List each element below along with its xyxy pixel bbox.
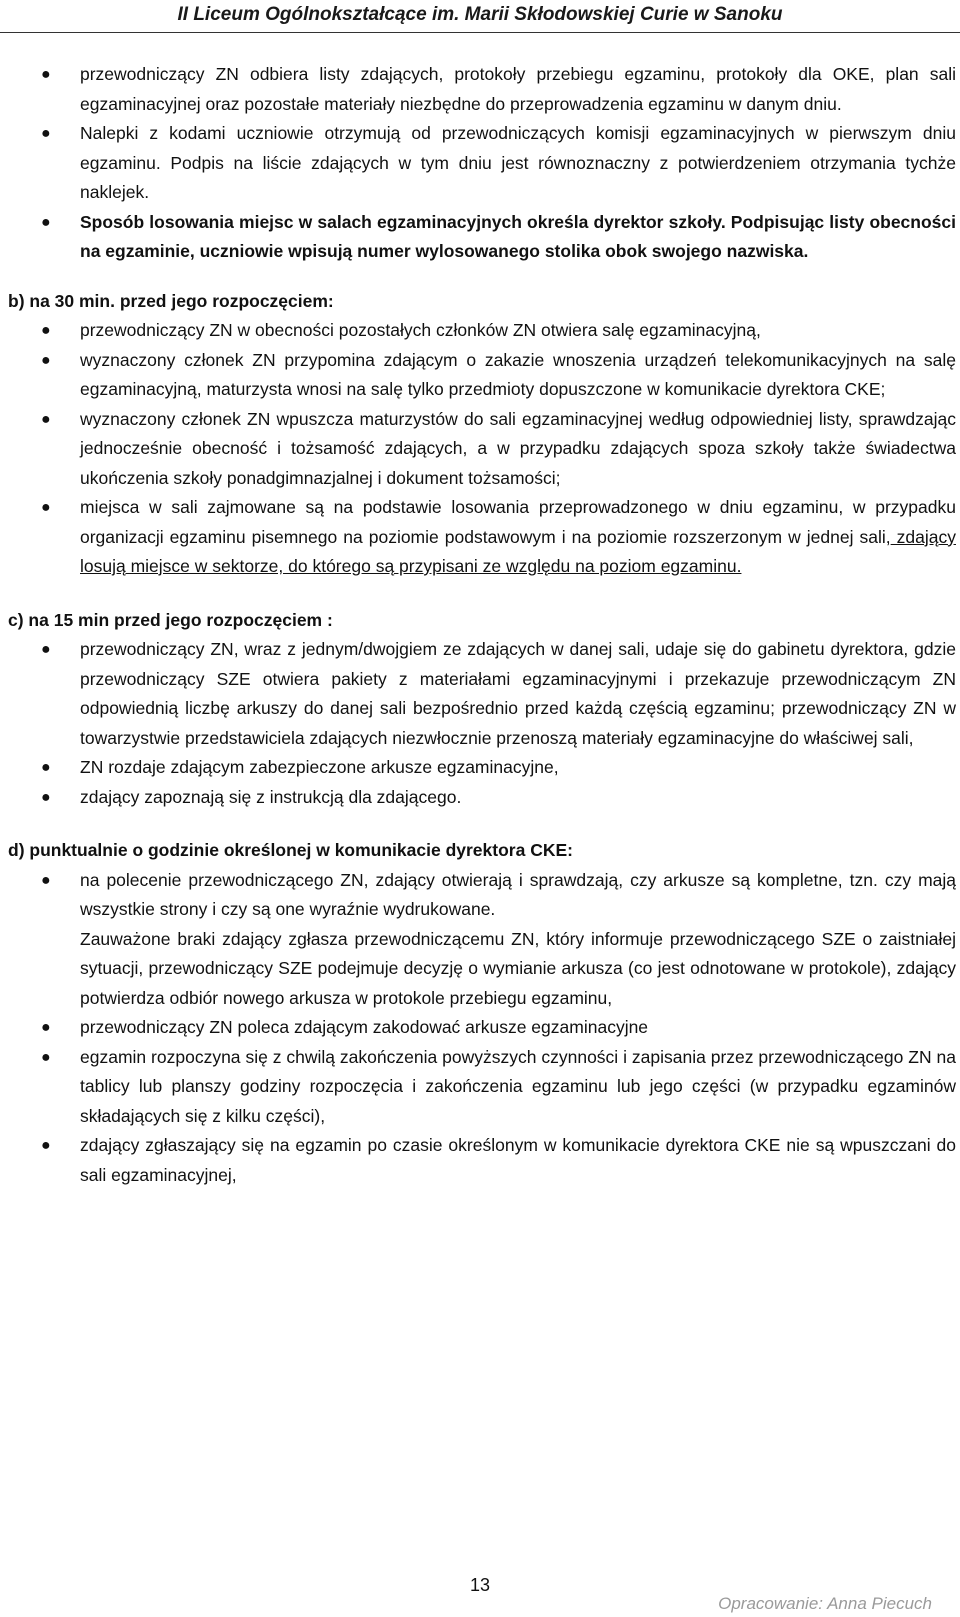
page-header — [0, 0, 960, 34]
bullet-icon: ● — [41, 759, 51, 776]
list-item-text: Nalepki z kodami uczniowie otrzymują od przewodniczących komisji egzaminacyjnych w pierwszym dniu egzaminu. Podpis na liście zdających w tym dniu jest równoznaczny z potwierdzeniem otrzymania tychże naklejek. — [80, 123, 956, 202]
list-item — [8, 493, 956, 582]
bullet-icon: ● — [41, 788, 51, 806]
list-item — [8, 60, 956, 119]
list-item-continuation: Zauważone braki zdający zgłasza przewodniczącemu ZN, który informuje przewodniczącego SZE o zaistniałej sytuacji, przewodniczący SZE podejmuje decyzję o wymianie arkusza (co jest odnotowane w protokole), zdający potwierdza odbiór nowego arkusza w protokole przebiegu egzaminu, — [80, 928, 956, 1008]
list-item — [8, 346, 956, 405]
list-item-text: ZN rozdaje zdającym zabezpieczone arkusze egzaminacyjne, — [80, 757, 559, 777]
header-divider — [0, 32, 960, 33]
list-item-text: wyznaczony członek ZN przypomina zdającym o zakazie wnoszenia urządzeń telekomunikacyjnych na salę egzaminacyjną, maturzysta wnosi na salę tylko przedmioty dopuszczone w komunikacie dyrektora CKE; — [80, 349, 956, 399]
bullet-icon: ● — [41, 322, 51, 339]
list-item-text: zdający zgłaszający się na egzamin po czasie określonym w komunikacie dyrektora CKE nie są wpuszczani do sali egzaminacyjnej, — [80, 1135, 956, 1185]
section-b-heading: b) na 30 min. przed jego rozpoczęciem: — [8, 290, 334, 311]
list-item-text: na polecenie przewodniczącego ZN, zdający otwierają i sprawdzają, czy arkusze są kompletne, tzn. czy mają wszystkie strony i czy są one wyraźnie wydrukowane. — [80, 869, 956, 919]
intro-list — [8, 60, 956, 267]
list-item-text: miejsca w sali zajmowane są na podstawie losowania przeprowadzonego w dniu egzaminu, w przypadku organizacji egzaminu pisemnego na poziomie podstawowym i na poziomie rozszerzonym w jednej sali, — [80, 497, 956, 547]
list-item-text: egzamin rozpoczyna się z chwilą zakończenia powyższych czynności i zapisania przez przewodniczącego ZN na tablicy lub planszy godziny rozpoczęcia i zakończenia egzaminu lub jego części (w przypadku egzaminów składających się z kilku części), — [80, 1046, 956, 1126]
school-name: II Liceum Ogólnokształcące im. Marii Skłodowskiej Curie w Sanoku — [177, 4, 783, 25]
bullet-icon: ● — [41, 66, 51, 83]
bullet-icon: ● — [41, 125, 51, 142]
bullet-icon: ● — [41, 1137, 51, 1154]
list-item — [8, 316, 956, 346]
list-item-text: zdający zapoznają się z instrukcją dla zdającego. — [80, 786, 462, 807]
list-item-text: Sposób losowania miejsc w salach egzaminacyjnych określa dyrektor szkoły. Podpisując listy obecności na egzaminie, uczniowie wpisują numer wylosowanego stolika obok swojego nazwiska. — [80, 211, 956, 261]
list-item — [8, 783, 956, 813]
list-item — [8, 753, 956, 783]
list-item-text: przewodniczący ZN w obecności pozostałych członków ZN otwiera salę egzaminacyjną, — [80, 320, 761, 340]
bullet-icon: ● — [41, 641, 51, 658]
author-credit: Opracowanie: Anna Piecuch — [718, 1594, 932, 1613]
section-d-heading: d) punktualnie o godzinie określonej w komunikacie dyrektora CKE: — [8, 840, 573, 860]
bullet-icon: ● — [41, 871, 51, 889]
bullet-icon: ● — [41, 499, 51, 516]
list-item — [8, 208, 956, 267]
section-b-list — [8, 316, 956, 582]
bullet-icon: ● — [41, 1048, 51, 1066]
underlined-text: zdający losują miejsce w sektorze, do którego są przypisani ze względu na poziom egzaminu. — [80, 526, 956, 576]
page-number: 13 — [469, 1575, 491, 1595]
list-item-text: przewodniczący ZN, wraz z jednym/dwojgiem ze zdających w danej sali, udaje się do gabinetu dyrektora, gdzie przewodniczący SZE otwiera pakiety z materiałami egzaminacyjnymi i przekazuje przewodniczącym ZN odpowiednią liczbę arkuszy do danej sali bezpośrednio przed każdą częścią egzaminu; przewodniczący ZN w towarzystwie przedstawiciela zdających niezwłocznie przenoszą materiały egzaminacyjne do właściwej sali, — [80, 639, 956, 748]
list-item — [8, 866, 956, 1014]
section-d-list — [8, 866, 956, 1191]
list-item — [8, 1131, 956, 1190]
bullet-icon: ● — [41, 1019, 51, 1036]
bullet-icon: ● — [41, 410, 51, 428]
section-c-heading: c) na 15 min przed jego rozpoczęciem : — [8, 609, 333, 630]
bullet-icon: ● — [41, 351, 51, 369]
list-item — [8, 1043, 956, 1132]
list-item — [8, 1013, 956, 1043]
section-c-list — [8, 635, 956, 812]
list-item — [8, 119, 956, 208]
list-item — [8, 635, 956, 753]
list-item-text: przewodniczący ZN odbiera listy zdających, protokoły przebiegu egzaminu, protokoły dla OKE, plan sali egzaminacyjnej oraz pozostałe materiały niezbędne do przeprowadzenia egzaminu w danym dniu. — [80, 64, 956, 114]
list-item-text: wyznaczony członek ZN wpuszcza maturzystów do sali egzaminacyjnej według odpowiedniej listy, sprawdzając jednocześnie obecność i tożsamość zdających, a w przypadku zdających spoza szkoły także świadectwa ukończenia szkoły ponadgimnazjalnej i dokument tożsamości; — [80, 408, 956, 488]
document-body — [8, 60, 956, 1190]
bullet-icon: ● — [41, 213, 51, 231]
list-item — [8, 405, 956, 494]
list-item-text: przewodniczący ZN poleca zdającym zakodować arkusze egzaminacyjne — [80, 1017, 649, 1037]
